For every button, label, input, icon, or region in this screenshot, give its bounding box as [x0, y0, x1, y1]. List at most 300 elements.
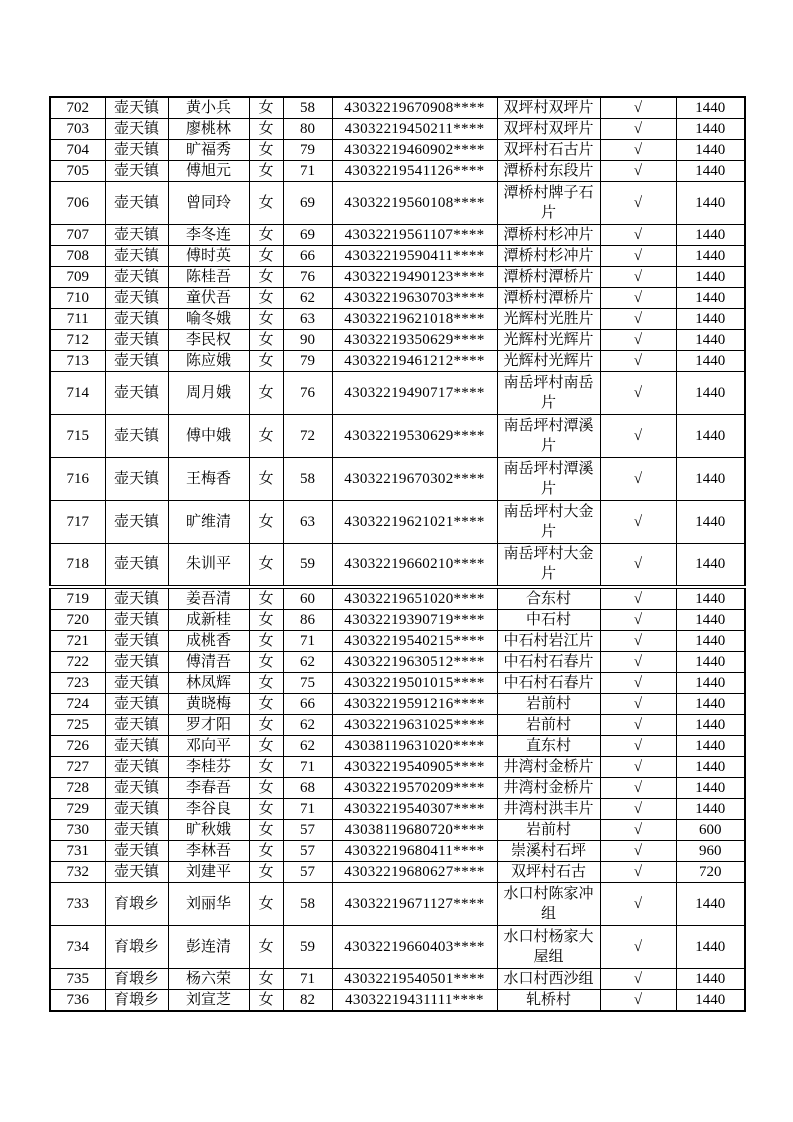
cell-id-number: 43032219671127**** [332, 882, 497, 925]
cell-amount: 1440 [676, 544, 745, 587]
cell-person-name: 旷秋娥 [168, 819, 249, 840]
cell-town: 壶天镇 [105, 609, 168, 630]
cell-person-name: 彭连清 [168, 925, 249, 968]
table-row [50, 372, 745, 415]
cell-person-name: 李谷良 [168, 798, 249, 819]
cell-gender: 女 [249, 330, 283, 351]
cell-gender: 女 [249, 309, 283, 330]
cell-sequence-number: 728 [50, 777, 105, 798]
cell-gender: 女 [249, 651, 283, 672]
cell-id-number: 43032219540905**** [332, 756, 497, 777]
cell-id-number: 43032219461212**** [332, 351, 497, 372]
table-row [50, 544, 745, 587]
cell-sequence-number: 709 [50, 267, 105, 288]
cell-id-number: 43032219591216**** [332, 693, 497, 714]
cell-town: 壶天镇 [105, 267, 168, 288]
cell-village: 中石村岩江片 [497, 630, 600, 651]
cell-checkmark: √ [600, 798, 676, 819]
cell-checkmark: √ [600, 693, 676, 714]
cell-town: 壶天镇 [105, 693, 168, 714]
cell-amount: 1440 [676, 372, 745, 415]
cell-amount: 1440 [676, 777, 745, 798]
cell-checkmark: √ [600, 140, 676, 161]
cell-amount: 1440 [676, 97, 745, 119]
cell-checkmark: √ [600, 861, 676, 882]
cell-town: 壶天镇 [105, 672, 168, 693]
cell-checkmark: √ [600, 672, 676, 693]
cell-town: 壶天镇 [105, 651, 168, 672]
table-row [50, 756, 745, 777]
cell-checkmark: √ [600, 630, 676, 651]
cell-person-name: 林凤辉 [168, 672, 249, 693]
cell-id-number: 43032219490717**** [332, 372, 497, 415]
cell-amount: 1440 [676, 925, 745, 968]
table-row [50, 651, 745, 672]
cell-id-number: 43032219490123**** [332, 267, 497, 288]
cell-id-number: 43038119631020**** [332, 735, 497, 756]
cell-person-name: 旷维清 [168, 501, 249, 544]
cell-checkmark: √ [600, 735, 676, 756]
cell-id-number: 43032219630703**** [332, 288, 497, 309]
cell-gender: 女 [249, 630, 283, 651]
cell-amount: 1440 [676, 714, 745, 735]
cell-id-number: 43032219670302**** [332, 458, 497, 501]
cell-town: 壶天镇 [105, 182, 168, 225]
cell-amount: 1440 [676, 119, 745, 140]
cell-age: 71 [283, 798, 332, 819]
cell-age: 75 [283, 672, 332, 693]
cell-sequence-number: 704 [50, 140, 105, 161]
table-row [50, 989, 745, 1011]
cell-age: 57 [283, 861, 332, 882]
cell-town: 壶天镇 [105, 288, 168, 309]
table-row [50, 415, 745, 458]
cell-village: 南岳坪村大金片 [497, 544, 600, 587]
table-row [50, 182, 745, 225]
cell-checkmark: √ [600, 651, 676, 672]
cell-town: 壶天镇 [105, 309, 168, 330]
cell-person-name: 黄小兵 [168, 97, 249, 119]
cell-age: 72 [283, 415, 332, 458]
cell-town: 育塅乡 [105, 968, 168, 989]
cell-id-number: 43032219540307**** [332, 798, 497, 819]
cell-gender: 女 [249, 968, 283, 989]
cell-town: 育塅乡 [105, 925, 168, 968]
cell-village: 潭桥村潭桥片 [497, 288, 600, 309]
table-row [50, 840, 745, 861]
cell-gender: 女 [249, 501, 283, 544]
cell-id-number: 43038119680720**** [332, 819, 497, 840]
cell-checkmark: √ [600, 288, 676, 309]
cell-checkmark: √ [600, 501, 676, 544]
cell-id-number: 43032219431111**** [332, 989, 497, 1011]
cell-town: 壶天镇 [105, 840, 168, 861]
table-row [50, 777, 745, 798]
cell-checkmark: √ [600, 882, 676, 925]
cell-gender: 女 [249, 97, 283, 119]
cell-village: 光辉村光辉片 [497, 330, 600, 351]
cell-age: 60 [283, 587, 332, 610]
cell-age: 86 [283, 609, 332, 630]
table-row [50, 267, 745, 288]
table-row [50, 630, 745, 651]
cell-person-name: 刘建平 [168, 861, 249, 882]
cell-gender: 女 [249, 609, 283, 630]
cell-checkmark: √ [600, 989, 676, 1011]
table-row [50, 672, 745, 693]
cell-sequence-number: 722 [50, 651, 105, 672]
table-row [50, 693, 745, 714]
cell-gender: 女 [249, 351, 283, 372]
table-row [50, 288, 745, 309]
cell-amount: 1440 [676, 989, 745, 1011]
cell-gender: 女 [249, 861, 283, 882]
cell-sequence-number: 719 [50, 587, 105, 610]
cell-amount: 1440 [676, 609, 745, 630]
cell-person-name: 李林吾 [168, 840, 249, 861]
table-row [50, 925, 745, 968]
cell-town: 壶天镇 [105, 351, 168, 372]
cell-checkmark: √ [600, 544, 676, 587]
cell-person-name: 邓向平 [168, 735, 249, 756]
cell-person-name: 杨六荣 [168, 968, 249, 989]
cell-id-number: 43032219501015**** [332, 672, 497, 693]
cell-person-name: 姜吾清 [168, 587, 249, 610]
cell-person-name: 李春吾 [168, 777, 249, 798]
cell-id-number: 43032219460902**** [332, 140, 497, 161]
cell-gender: 女 [249, 119, 283, 140]
cell-sequence-number: 736 [50, 989, 105, 1011]
cell-sequence-number: 713 [50, 351, 105, 372]
cell-gender: 女 [249, 267, 283, 288]
cell-person-name: 傅中娥 [168, 415, 249, 458]
cell-checkmark: √ [600, 840, 676, 861]
table-row [50, 968, 745, 989]
cell-village: 双坪村双坪片 [497, 97, 600, 119]
cell-gender: 女 [249, 246, 283, 267]
cell-gender: 女 [249, 756, 283, 777]
cell-gender: 女 [249, 225, 283, 246]
cell-sequence-number: 702 [50, 97, 105, 119]
cell-age: 79 [283, 351, 332, 372]
cell-village: 井湾村金桥片 [497, 756, 600, 777]
cell-gender: 女 [249, 777, 283, 798]
cell-age: 71 [283, 968, 332, 989]
cell-id-number: 43032219631025**** [332, 714, 497, 735]
cell-village: 中石村石春片 [497, 651, 600, 672]
cell-village: 水口村杨家大屋组 [497, 925, 600, 968]
cell-id-number: 43032219350629**** [332, 330, 497, 351]
table-row [50, 609, 745, 630]
cell-amount: 1440 [676, 630, 745, 651]
cell-id-number: 43032219570209**** [332, 777, 497, 798]
cell-checkmark: √ [600, 119, 676, 140]
cell-amount: 1440 [676, 968, 745, 989]
cell-amount: 1440 [676, 587, 745, 610]
cell-checkmark: √ [600, 246, 676, 267]
cell-village: 潭桥村东段片 [497, 161, 600, 182]
cell-sequence-number: 716 [50, 458, 105, 501]
cell-amount: 1440 [676, 458, 745, 501]
table-row [50, 330, 745, 351]
cell-age: 62 [283, 714, 332, 735]
cell-age: 66 [283, 246, 332, 267]
cell-village: 光辉村光胜片 [497, 309, 600, 330]
cell-village: 潭桥村牌子石片 [497, 182, 600, 225]
cell-gender: 女 [249, 458, 283, 501]
cell-village: 岩前村 [497, 693, 600, 714]
cell-id-number: 43032219680411**** [332, 840, 497, 861]
table-row [50, 119, 745, 140]
cell-village: 南岳坪村潭溪片 [497, 458, 600, 501]
cell-id-number: 43032219540501**** [332, 968, 497, 989]
cell-person-name: 廖桃林 [168, 119, 249, 140]
cell-town: 育塅乡 [105, 989, 168, 1011]
cell-amount: 720 [676, 861, 745, 882]
cell-village: 双坪村石古片 [497, 140, 600, 161]
table-row [50, 140, 745, 161]
cell-checkmark: √ [600, 819, 676, 840]
cell-amount: 1440 [676, 672, 745, 693]
cell-gender: 女 [249, 925, 283, 968]
cell-amount: 1440 [676, 651, 745, 672]
cell-gender: 女 [249, 544, 283, 587]
cell-sequence-number: 735 [50, 968, 105, 989]
cell-sequence-number: 703 [50, 119, 105, 140]
cell-amount: 1440 [676, 267, 745, 288]
cell-village: 井湾村金桥片 [497, 777, 600, 798]
cell-town: 壶天镇 [105, 544, 168, 587]
cell-person-name: 李民权 [168, 330, 249, 351]
cell-amount: 1440 [676, 882, 745, 925]
cell-amount: 1440 [676, 182, 745, 225]
cell-gender: 女 [249, 693, 283, 714]
cell-age: 71 [283, 630, 332, 651]
cell-checkmark: √ [600, 225, 676, 246]
cell-village: 双坪村双坪片 [497, 119, 600, 140]
cell-checkmark: √ [600, 182, 676, 225]
cell-person-name: 成桃香 [168, 630, 249, 651]
cell-age: 59 [283, 925, 332, 968]
cell-village: 潭桥村潭桥片 [497, 267, 600, 288]
table-row [50, 861, 745, 882]
table-row [50, 458, 745, 501]
cell-person-name: 刘宣芝 [168, 989, 249, 1011]
cell-gender: 女 [249, 714, 283, 735]
cell-sequence-number: 724 [50, 693, 105, 714]
cell-gender: 女 [249, 587, 283, 610]
cell-town: 壶天镇 [105, 97, 168, 119]
cell-checkmark: √ [600, 777, 676, 798]
cell-amount: 1440 [676, 735, 745, 756]
cell-gender: 女 [249, 798, 283, 819]
cell-age: 82 [283, 989, 332, 1011]
cell-age: 76 [283, 267, 332, 288]
cell-checkmark: √ [600, 587, 676, 610]
cell-age: 80 [283, 119, 332, 140]
cell-amount: 1440 [676, 225, 745, 246]
cell-person-name: 曾同玲 [168, 182, 249, 225]
cell-town: 壶天镇 [105, 735, 168, 756]
cell-id-number: 43032219450211**** [332, 119, 497, 140]
cell-amount: 1440 [676, 501, 745, 544]
cell-sequence-number: 731 [50, 840, 105, 861]
cell-sequence-number: 707 [50, 225, 105, 246]
cell-gender: 女 [249, 735, 283, 756]
cell-village: 岩前村 [497, 819, 600, 840]
cell-id-number: 43032219560108**** [332, 182, 497, 225]
cell-village: 直东村 [497, 735, 600, 756]
cell-town: 壶天镇 [105, 798, 168, 819]
cell-age: 57 [283, 840, 332, 861]
cell-sequence-number: 718 [50, 544, 105, 587]
cell-id-number: 43032219541126**** [332, 161, 497, 182]
cell-age: 58 [283, 882, 332, 925]
cell-amount: 1440 [676, 309, 745, 330]
cell-amount: 1440 [676, 140, 745, 161]
cell-town: 壶天镇 [105, 330, 168, 351]
cell-village: 潭桥村杉冲片 [497, 246, 600, 267]
cell-age: 57 [283, 819, 332, 840]
cell-village: 光辉村光辉片 [497, 351, 600, 372]
cell-town: 壶天镇 [105, 246, 168, 267]
table-row [50, 501, 745, 544]
cell-person-name: 朱训平 [168, 544, 249, 587]
cell-person-name: 陈应娥 [168, 351, 249, 372]
cell-sequence-number: 708 [50, 246, 105, 267]
cell-person-name: 喻冬娥 [168, 309, 249, 330]
cell-sequence-number: 715 [50, 415, 105, 458]
cell-id-number: 43032219621018**** [332, 309, 497, 330]
cell-age: 79 [283, 140, 332, 161]
cell-gender: 女 [249, 989, 283, 1011]
cell-checkmark: √ [600, 309, 676, 330]
cell-age: 63 [283, 309, 332, 330]
cell-age: 58 [283, 97, 332, 119]
cell-person-name: 黄晓梅 [168, 693, 249, 714]
table-row [50, 246, 745, 267]
cell-age: 59 [283, 544, 332, 587]
table-row [50, 309, 745, 330]
cell-checkmark: √ [600, 415, 676, 458]
cell-town: 壶天镇 [105, 777, 168, 798]
cell-sequence-number: 733 [50, 882, 105, 925]
cell-gender: 女 [249, 140, 283, 161]
cell-village: 南岳坪村大金片 [497, 501, 600, 544]
cell-sequence-number: 706 [50, 182, 105, 225]
cell-checkmark: √ [600, 925, 676, 968]
table-row [50, 161, 745, 182]
cell-village: 水口村陈家冲组 [497, 882, 600, 925]
cell-village: 中石村 [497, 609, 600, 630]
cell-person-name: 旷福秀 [168, 140, 249, 161]
cell-amount: 1440 [676, 330, 745, 351]
cell-age: 71 [283, 161, 332, 182]
cell-checkmark: √ [600, 161, 676, 182]
cell-sequence-number: 714 [50, 372, 105, 415]
cell-age: 90 [283, 330, 332, 351]
cell-town: 壶天镇 [105, 501, 168, 544]
cell-id-number: 43032219660210**** [332, 544, 497, 587]
cell-id-number: 43032219630512**** [332, 651, 497, 672]
table-row [50, 714, 745, 735]
cell-gender: 女 [249, 672, 283, 693]
table-row [50, 225, 745, 246]
cell-age: 76 [283, 372, 332, 415]
cell-village: 合东村 [497, 587, 600, 610]
cell-gender: 女 [249, 182, 283, 225]
table-row [50, 735, 745, 756]
cell-town: 育塅乡 [105, 882, 168, 925]
cell-sequence-number: 723 [50, 672, 105, 693]
table-row [50, 819, 745, 840]
cell-amount: 960 [676, 840, 745, 861]
cell-age: 69 [283, 182, 332, 225]
cell-village: 水口村西沙组 [497, 968, 600, 989]
cell-id-number: 43032219680627**** [332, 861, 497, 882]
beneficiary-roster-table [49, 96, 746, 1012]
cell-town: 壶天镇 [105, 819, 168, 840]
cell-checkmark: √ [600, 609, 676, 630]
cell-village: 崇溪村石坪 [497, 840, 600, 861]
cell-checkmark: √ [600, 714, 676, 735]
cell-id-number: 43032219540215**** [332, 630, 497, 651]
cell-town: 壶天镇 [105, 458, 168, 501]
cell-sequence-number: 734 [50, 925, 105, 968]
cell-age: 63 [283, 501, 332, 544]
cell-age: 62 [283, 651, 332, 672]
cell-age: 66 [283, 693, 332, 714]
cell-sequence-number: 705 [50, 161, 105, 182]
cell-town: 壶天镇 [105, 861, 168, 882]
cell-village: 双坪村石古 [497, 861, 600, 882]
cell-sequence-number: 732 [50, 861, 105, 882]
cell-person-name: 童伏吾 [168, 288, 249, 309]
cell-person-name: 刘丽华 [168, 882, 249, 925]
cell-gender: 女 [249, 372, 283, 415]
table-row [50, 587, 745, 610]
cell-sequence-number: 711 [50, 309, 105, 330]
cell-person-name: 王梅香 [168, 458, 249, 501]
cell-town: 壶天镇 [105, 372, 168, 415]
cell-checkmark: √ [600, 372, 676, 415]
cell-person-name: 李冬连 [168, 225, 249, 246]
cell-town: 壶天镇 [105, 587, 168, 610]
cell-sequence-number: 727 [50, 756, 105, 777]
cell-village: 中石村石春片 [497, 672, 600, 693]
cell-sequence-number: 726 [50, 735, 105, 756]
cell-checkmark: √ [600, 97, 676, 119]
cell-village: 潭桥村杉冲片 [497, 225, 600, 246]
cell-village: 南岳坪村潭溪片 [497, 415, 600, 458]
cell-id-number: 43032219390719**** [332, 609, 497, 630]
cell-village: 轧桥村 [497, 989, 600, 1011]
table-body [50, 97, 745, 1011]
cell-person-name: 罗才阳 [168, 714, 249, 735]
cell-id-number: 43032219530629**** [332, 415, 497, 458]
cell-checkmark: √ [600, 756, 676, 777]
cell-amount: 1440 [676, 756, 745, 777]
cell-id-number: 43032219660403**** [332, 925, 497, 968]
cell-town: 壶天镇 [105, 630, 168, 651]
cell-sequence-number: 721 [50, 630, 105, 651]
cell-amount: 1440 [676, 246, 745, 267]
cell-id-number: 43032219651020**** [332, 587, 497, 610]
cell-amount: 1440 [676, 415, 745, 458]
cell-checkmark: √ [600, 351, 676, 372]
cell-village: 岩前村 [497, 714, 600, 735]
cell-town: 壶天镇 [105, 161, 168, 182]
